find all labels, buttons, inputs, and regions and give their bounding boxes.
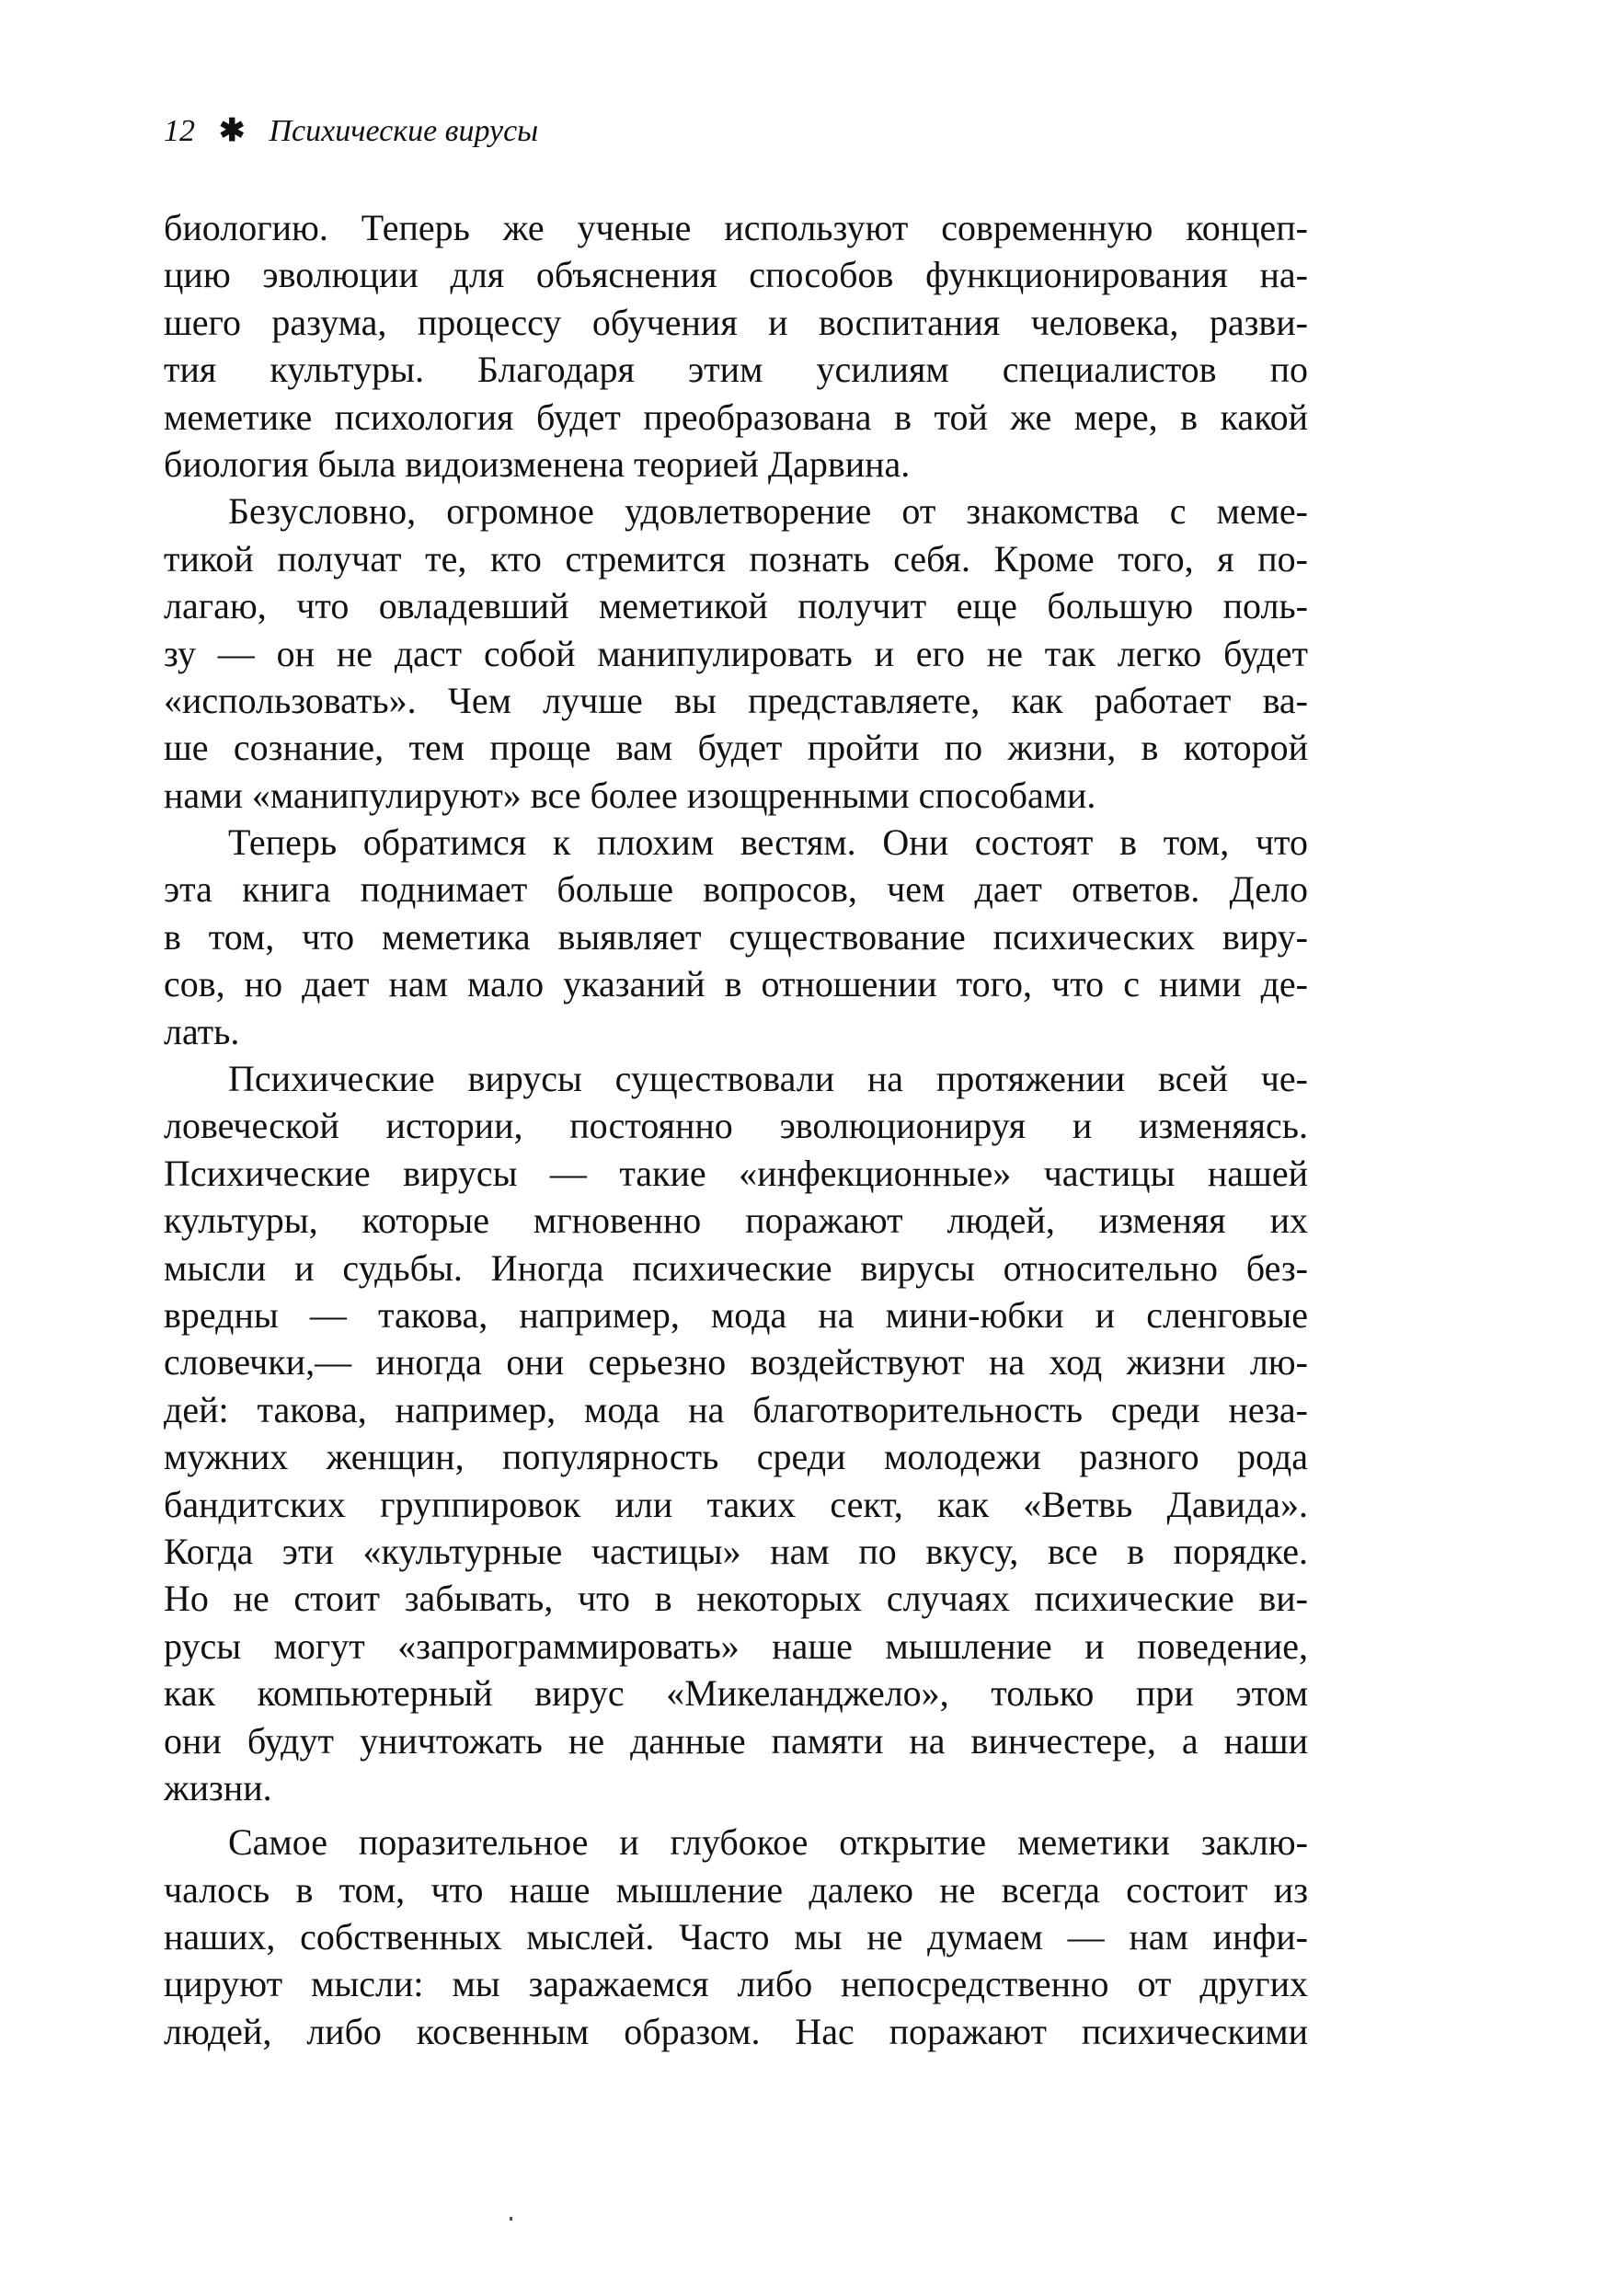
- text-line: сов, но дает нам мало указаний в отношении того, что с ними де-: [164, 963, 1308, 1005]
- text-line: они будут уничтожать не данные памяти на винчестере, а наши: [164, 1719, 1308, 1762]
- text-line: Когда эти «культурные частицы» нам по вкусу, все в порядке.: [164, 1530, 1308, 1572]
- text-line: мысли и судьбы. Иногда психические вирусы относительно без-: [164, 1246, 1308, 1289]
- text-line: людей, либо косвенным образом. Нас поражают психическими: [164, 2010, 1308, 2052]
- page-number: 12: [164, 114, 195, 148]
- text-line: эта книга поднимает больше вопросов, чем дает ответов. Дело: [164, 868, 1308, 911]
- text-line: лать.: [164, 1010, 240, 1052]
- text-line: тия культуры. Благодаря этим усилиям специалистов по: [164, 349, 1308, 391]
- running-header: [164, 112, 538, 149]
- text-line: в том, что меметика выявляет существование психических виру-: [164, 915, 1308, 958]
- text-line: Теперь обратимся к плохим вестям. Они состоят в том, что: [228, 821, 1308, 864]
- text-line: цию эволюции для объяснения способов функционирования на-: [164, 254, 1308, 296]
- text-line: Безусловно, огромное удовлетворение от знакомства с меме-: [228, 490, 1308, 533]
- text-line: шего разума, процессу обучения и воспитания человека, разви-: [164, 301, 1308, 343]
- text-line: тикой получат те, кто стремится познать себя. Кроме того, я по-: [164, 537, 1308, 580]
- scan-speck: [510, 2217, 512, 2221]
- text-line: цируют мысли: мы заражаемся либо непосредственно от других: [164, 1963, 1308, 2005]
- text-line: Психические вирусы — такие «инфекционные» частицы нашей: [164, 1152, 1308, 1194]
- text-line: ше сознание, тем проще вам будет пройти по жизни, в которой: [164, 727, 1308, 769]
- text-line: биология была видоизменена теорией Дарвина.: [164, 442, 911, 485]
- page-body-text: [164, 204, 1308, 2055]
- text-line: как компьютерный вирус «Микеланджело», только при этом: [164, 1672, 1308, 1715]
- asterisk-ornament-icon: ✱: [219, 114, 246, 148]
- text-line: дей: такова, например, мода на благотворительность среди неза-: [164, 1388, 1308, 1430]
- text-line: чалось в том, что наше мышление далеко не всегда состоит из: [164, 1868, 1308, 1911]
- text-line: Но не стоит забывать, что в некоторых случаях психические ви-: [164, 1578, 1308, 1620]
- paragraph: [164, 1819, 1308, 2055]
- text-line: нами «манипулируют» все более изощренными способами.: [164, 774, 1096, 816]
- text-line: лагаю, что овладевший меметикой получит еще большую поль-: [164, 585, 1308, 627]
- text-line: русы могут «запрограммировать» наше мышление и поведение,: [164, 1624, 1308, 1667]
- paragraph: [164, 819, 1308, 1055]
- text-line: Самое поразительное и глубокое открытие меметики заклю-: [228, 1821, 1308, 1864]
- text-line: «использовать». Чем лучше вы представляете, как работает ва-: [164, 679, 1308, 721]
- text-line: мужних женщин, популярность среди молодежи разного рода: [164, 1436, 1308, 1478]
- text-line: бандитских группировок или таких сект, как «Ветвь Давида».: [164, 1483, 1308, 1525]
- text-line: наших, собственных мыслей. Часто мы не думаем — нам инфи-: [164, 1916, 1308, 1958]
- paragraph: [164, 488, 1308, 819]
- running-title: Психические вирусы: [269, 114, 539, 148]
- text-line: ловеческой истории, постоянно эволюционируя и изменяясь.: [164, 1105, 1308, 1147]
- text-line: культуры, которые мгновенно поражают людей, изменяя их: [164, 1200, 1308, 1242]
- paragraph: [164, 1055, 1308, 1811]
- text-line: зу — он не даст собой манипулировать и его не так легко будет: [164, 632, 1308, 674]
- text-line: жизни.: [164, 1766, 272, 1808]
- paragraph: [164, 204, 1308, 488]
- text-line: меметике психология будет преобразована в той же мере, в какой: [164, 396, 1308, 438]
- text-line: биологию. Теперь же ученые используют современную концеп-: [164, 207, 1308, 248]
- text-line: Психические вирусы существовали на протяжении всей че-: [228, 1058, 1308, 1100]
- text-line: вредны — такова, например, мода на мини-юбки и сленговые: [164, 1293, 1308, 1336]
- text-line: словечки,— иногда они серьезно воздействуют на ход жизни лю-: [164, 1341, 1308, 1383]
